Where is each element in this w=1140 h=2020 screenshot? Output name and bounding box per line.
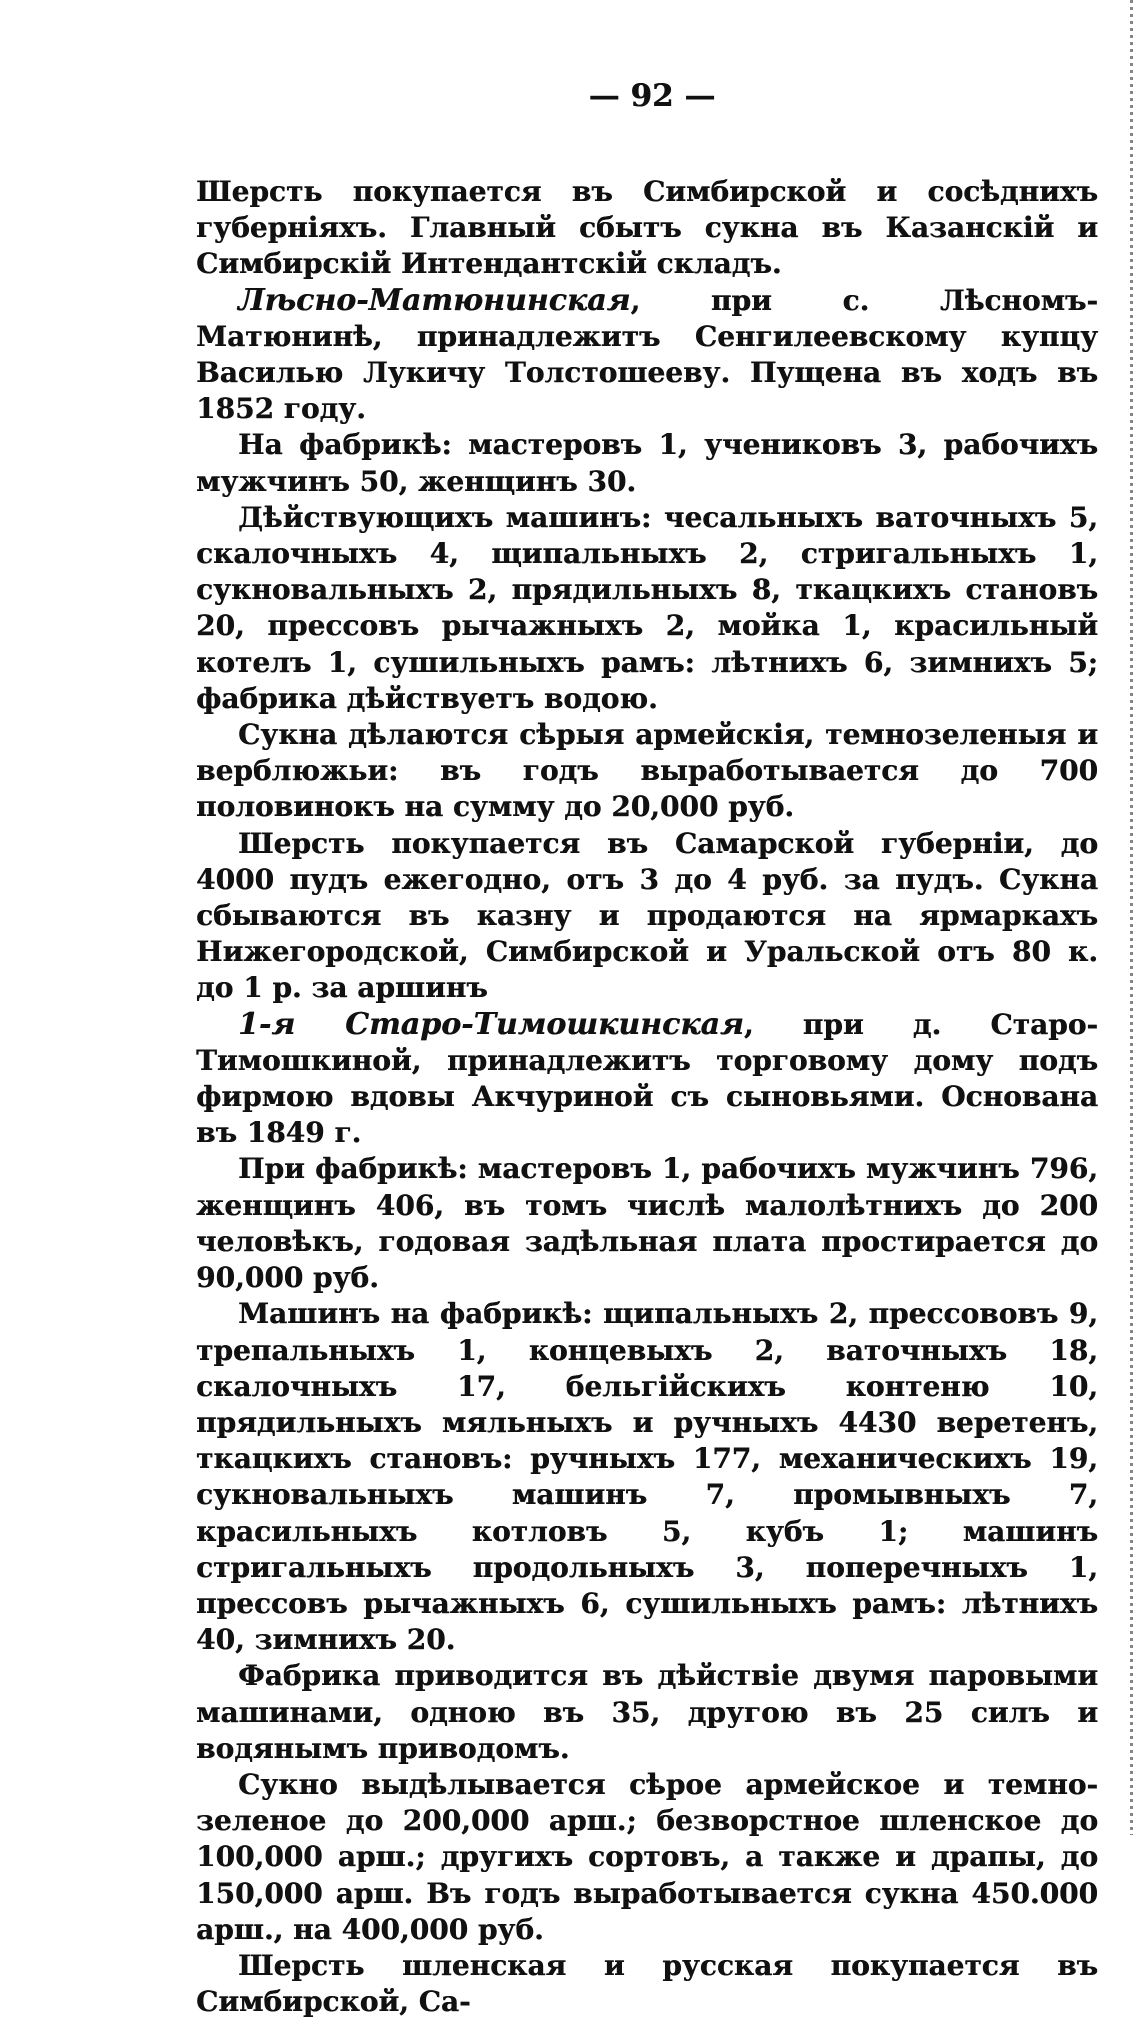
paragraph-text: Сукна дѣлаются сѣрыя армейскія, темнозеленыя и верблюжьи: въ годъ выработывается до 700 половинокъ на сумму до 20,000 руб.	[196, 718, 1098, 824]
paragraph-wool-purchase-simbirsk	[196, 174, 1098, 283]
paragraph-text: Фабрика приводится въ дѣйствіе двумя паровыми машинами, одною въ 35, другою въ 25 силъ и водянымъ приводомъ.	[196, 1659, 1098, 1765]
paragraph-cloth-output	[196, 717, 1098, 826]
paragraph-lesno-matyuninskaya	[196, 283, 1098, 428]
paragraph-staro-timoshkinskaya	[196, 1007, 1098, 1152]
paragraph-machines-staro-timoshkinskaya	[196, 1296, 1098, 1658]
paragraph-text: , при с. Лѣсномъ-Матюнинѣ, принадлежитъ Сенгилеевскому купцу Василью Лукичу Толстошееву. Пущена въ ходъ въ 1852 году.	[196, 283, 1098, 426]
paragraph-text: Шерсть шленская и русская покупается въ Симбирской, Са-	[196, 1948, 1098, 2019]
paragraph-text: Сукно выдѣлывается сѣрое армейское и темно-зеленое до 200,000 арш.; безворстное шленское до 100,000 арш.; другихъ сортовъ, а также и драпы, до 150,000 арш. Въ годъ выработывается сукна 450.000 арш., на 400,000 руб.	[196, 1767, 1098, 1946]
paragraph-text: , при д. Старо-Тимошкиной, принадлежитъ торговому дому подъ фирмою вдовы Акчуриной съ сыновьями. Основана въ 1849 г.	[196, 1007, 1098, 1150]
paragraph-wool-silesian	[196, 1948, 1098, 2020]
paragraph-text: При фабрикѣ: мастеровъ 1, рабочихъ мужчинъ 796, женщинъ 406, въ томъ числѣ малолѣтнихъ до 200 человѣкъ, годовая задѣльная плата простирается до 90,000 руб.	[196, 1152, 1098, 1295]
paragraph-text: На фабрикѣ: мастеровъ 1, учениковъ 3, рабочихъ мужчинъ 50, женщинъ 30.	[196, 428, 1098, 498]
paragraph-workers-staro-timoshkinskaya	[196, 1151, 1098, 1296]
factory-heading-staro-timoshkinskaya: 1-я Старо-Тимошкинская	[238, 1006, 744, 1042]
paragraph-text: Шерсть покупается въ Симбирской и сосѣднихъ губерніяхъ. Главный сбытъ сукна въ Казанскій и Симбирскій Интендантскій складъ.	[196, 175, 1098, 281]
book-page	[196, 78, 1098, 2020]
factory-heading-lesno-matyuninskaya: Лѣсно-Матюнинская	[238, 282, 631, 318]
paragraph-cloth-production	[196, 1767, 1098, 1948]
paragraph-text: Дѣйствующихъ машинъ: чесальныхъ ваточныхъ 5, скалочныхъ 4, щипальныхъ 2, стригальныхъ 1, сукновальныхъ 2, прядильныхъ 8, ткацкихъ становъ 20, прессовъ рычажныхъ 2, мойка 1, красильный котелъ 1, сушильныхъ рамъ: лѣтнихъ 6, зимнихъ 5; фабрика дѣйствуетъ водою.	[196, 500, 1098, 715]
paragraph-workers	[196, 427, 1098, 499]
paragraph-wool-samara	[196, 826, 1098, 1007]
scan-edge	[1126, 0, 1140, 1835]
paragraph-text: Машинъ на фабрикѣ: щипальныхъ 2, прессововъ 9, трепальныхъ 1, концевыхъ 2, ваточныхъ 18, скалочныхъ 17, бельгійскихъ контеню 10, прядильныхъ мяльныхъ и ручныхъ 4430 веретенъ, ткацкихъ становъ: ручныхъ 177, механическихъ 19, сукновальныхъ машинъ 7, промывныхъ 7, красильныхъ котловъ 5, кубъ 1; машинъ стригальныхъ продольныхъ 3, поперечныхъ 1, прессовъ рычажныхъ 6, сушильныхъ рамъ: лѣтнихъ 40, зимнихъ 20.	[196, 1297, 1098, 1657]
paragraph-machines	[196, 500, 1098, 717]
page-number: — 92 —	[588, 78, 716, 114]
paragraph-text: Шерсть покупается въ Самарской губерніи, до 4000 пудъ ежегодно, отъ 3 до 4 руб. за пудъ. Сукна сбываются въ казну и продаются на ярмаркахъ Нижегородской, Симбирской и Уральской отъ 80 к. до 1 р. за аршинъ	[196, 826, 1098, 1005]
paragraph-power	[196, 1658, 1098, 1767]
